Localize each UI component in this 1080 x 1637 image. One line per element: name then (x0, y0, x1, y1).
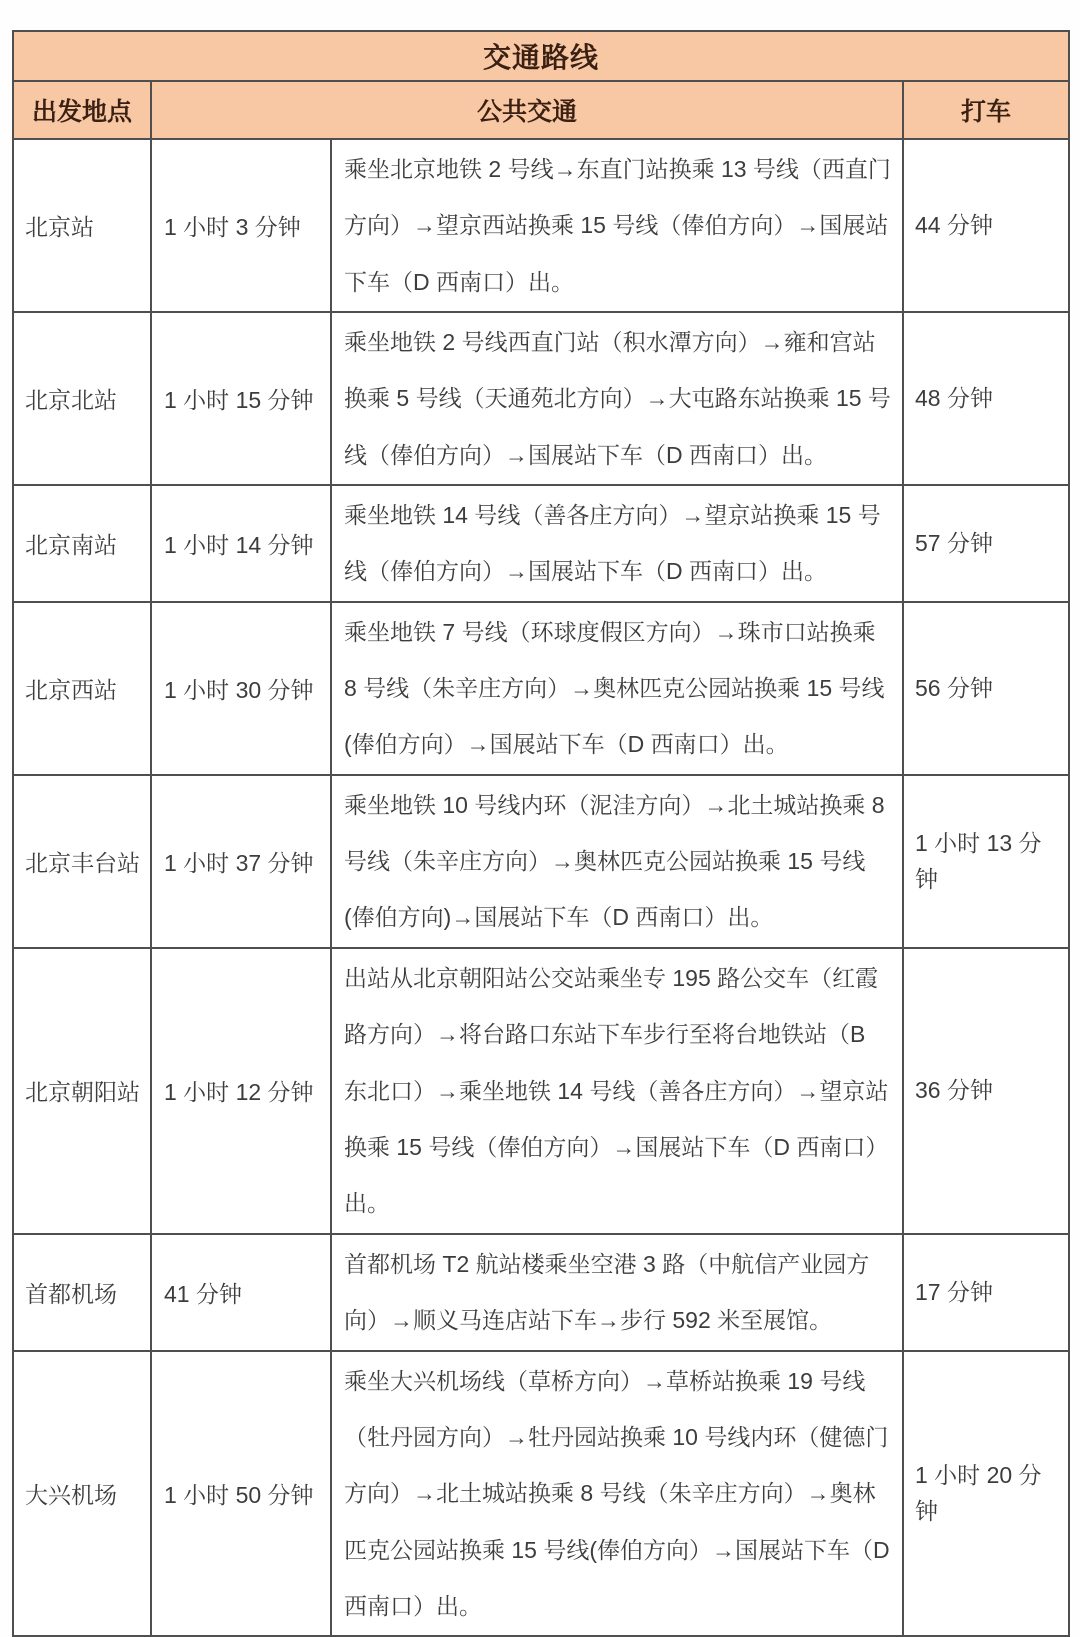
route-cell: 乘坐地铁 7 号线（环球度假区方向）→珠市口站换乘 8 号线（朱辛庄方向）→奥林匹克公园站换乘 15 号线(俸伯方向）→国展站下车（D 西南口）出。 (331, 602, 903, 775)
table-row (13, 948, 1069, 1234)
duration-cell: 1 小时 15 分钟 (151, 312, 331, 485)
table-row (13, 1234, 1069, 1351)
table-header-row (13, 81, 1069, 139)
table-title: 交通路线 (13, 31, 1069, 81)
transport-routes-table (12, 30, 1070, 1637)
duration-cell: 1 小时 3 分钟 (151, 139, 331, 312)
taxi-cell: 17 分钟 (903, 1234, 1069, 1351)
departure-cell: 北京北站 (13, 312, 151, 485)
taxi-cell: 48 分钟 (903, 312, 1069, 485)
route-cell: 乘坐地铁 2 号线西直门站（积水潭方向）→雍和宫站换乘 5 号线（天通苑北方向）→大屯路东站换乘 15 号线（俸伯方向）→国展站下车（D 西南口）出。 (331, 312, 903, 485)
taxi-cell: 44 分钟 (903, 139, 1069, 312)
route-cell: 首都机场 T2 航站楼乘坐空港 3 路（中航信产业园方向）→顺义马连店站下车→步行 592 米至展馆。 (331, 1234, 903, 1351)
route-cell: 乘坐地铁 14 号线（善各庄方向）→望京站换乘 15 号线（俸伯方向）→国展站下车（D 西南口）出。 (331, 485, 903, 602)
table-row (13, 312, 1069, 485)
table-row (13, 1351, 1069, 1637)
departure-cell: 首都机场 (13, 1234, 151, 1351)
col-header-public-transit: 公共交通 (151, 81, 903, 139)
route-cell: 乘坐地铁 10 号线内环（泥洼方向）→北土城站换乘 8 号线（朱辛庄方向）→奥林匹克公园站换乘 15 号线(俸伯方向)→国展站下车（D 西南口）出。 (331, 775, 903, 948)
departure-cell: 北京朝阳站 (13, 948, 151, 1234)
route-cell: 出站从北京朝阳站公交站乘坐专 195 路公交车（红霞路方向）→将台路口东站下车步行至将台地铁站（B 东北口）→乘坐地铁 14 号线（善各庄方向）→望京站换乘 15 号线（俸伯方向）→国展站下车（D 西南口）出。 (331, 948, 903, 1234)
taxi-cell: 1 小时 13 分钟 (903, 775, 1069, 948)
duration-cell: 1 小时 50 分钟 (151, 1351, 331, 1637)
duration-cell: 1 小时 37 分钟 (151, 775, 331, 948)
duration-cell: 1 小时 14 分钟 (151, 485, 331, 602)
departure-cell: 北京站 (13, 139, 151, 312)
route-cell: 乘坐大兴机场线（草桥方向）→草桥站换乘 19 号线（牡丹园方向）→牡丹园站换乘 10 号线内环（健德门方向）→北土城站换乘 8 号线（朱辛庄方向）→奥林匹克公园站换乘 15 号线(俸伯方向）→国展站下车（D 西南口）出。 (331, 1351, 903, 1637)
table-row (13, 485, 1069, 602)
duration-cell: 1 小时 30 分钟 (151, 602, 331, 775)
table-title-row (13, 31, 1069, 81)
departure-cell: 北京南站 (13, 485, 151, 602)
col-header-taxi: 打车 (903, 81, 1069, 139)
table-row (13, 775, 1069, 948)
taxi-cell: 1 小时 20 分钟 (903, 1351, 1069, 1637)
taxi-cell: 57 分钟 (903, 485, 1069, 602)
route-cell: 乘坐北京地铁 2 号线→东直门站换乘 13 号线（西直门方向）→望京西站换乘 15 号线（俸伯方向）→国展站下车（D 西南口）出。 (331, 139, 903, 312)
table-row (13, 139, 1069, 312)
departure-cell: 大兴机场 (13, 1351, 151, 1637)
duration-cell: 41 分钟 (151, 1234, 331, 1351)
table-row (13, 602, 1069, 775)
taxi-cell: 56 分钟 (903, 602, 1069, 775)
duration-cell: 1 小时 12 分钟 (151, 948, 331, 1234)
departure-cell: 北京丰台站 (13, 775, 151, 948)
departure-cell: 北京西站 (13, 602, 151, 775)
col-header-departure: 出发地点 (13, 81, 151, 139)
taxi-cell: 36 分钟 (903, 948, 1069, 1234)
